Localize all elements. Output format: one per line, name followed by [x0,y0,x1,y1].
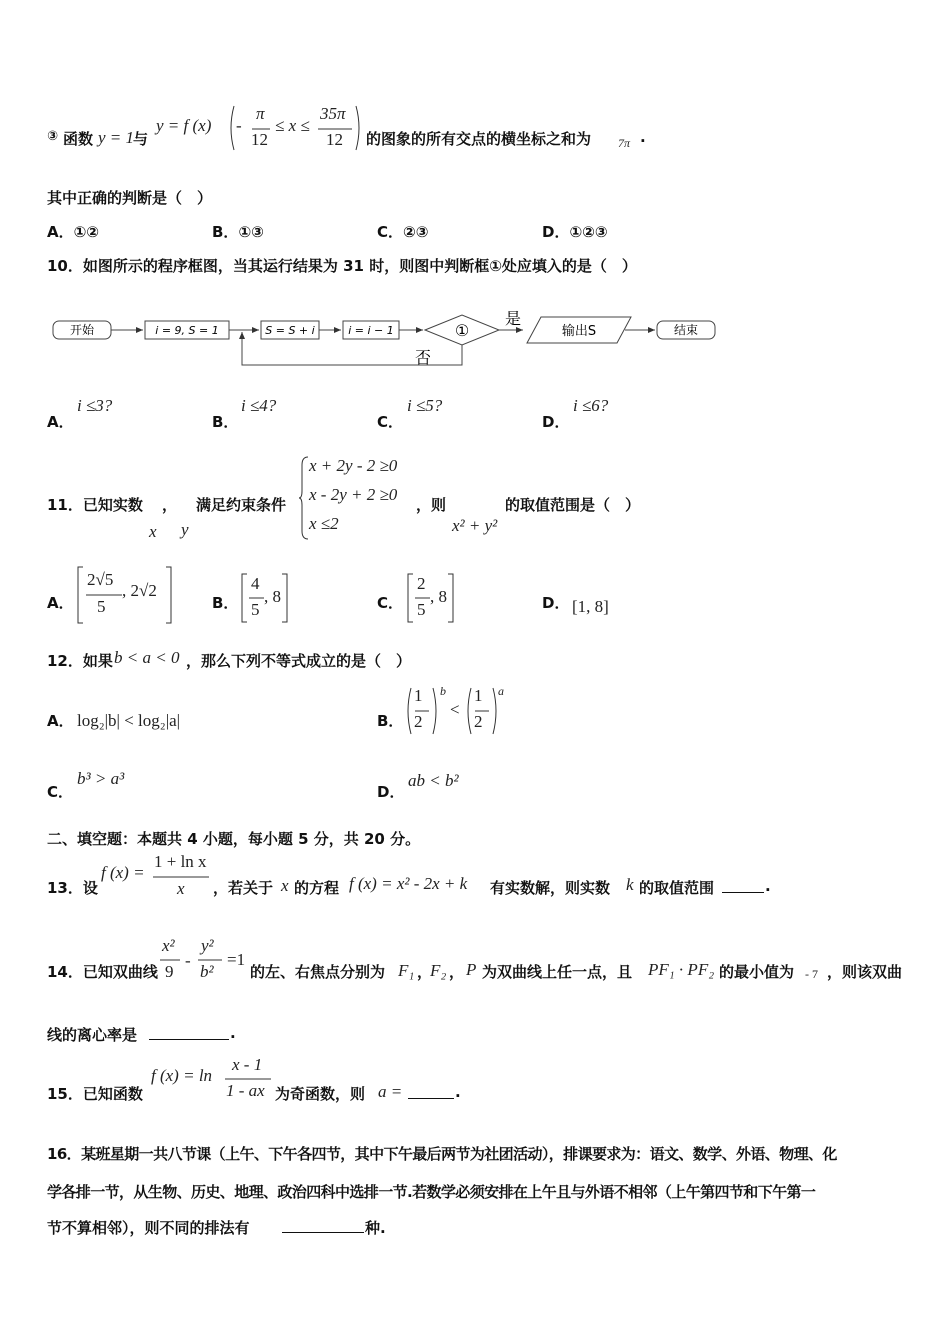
q15-fraction-bar [225,1078,271,1080]
q13-end: . [765,877,771,895]
q12-b-lt: < [450,700,460,719]
item3-text2: 与 [133,130,149,148]
q14-text2: 的左、右焦点分别为 [250,963,386,981]
q10-option-b-label[interactable]: B． [212,413,239,431]
item3-twelve-b: 12 [326,130,343,149]
q14-minval: - 7 [805,967,818,981]
q14-eq1: =1 [227,950,246,969]
q14-comma1: ， [417,963,433,981]
q16-line1: 16．某班星期一共八节课（上午、下午各四节，其中下午最后两节为社团活动），排课要求为：语文、数学、外语、物理、化 [47,1145,837,1163]
q13-equation: f (x) = x² - 2x + k [349,874,468,893]
q14-line2: 线的离心率是 [47,1026,138,1044]
q14-text3: 为双曲线上任一点，且 [482,963,633,981]
q12-option-a[interactable]: log₂|b| < log₂|a| [77,711,181,730]
q14-P: P [466,960,477,979]
q16-line3b: 种. [365,1219,386,1237]
flow-yes-label: 是 [504,309,522,328]
q13-text1: 13．设 [47,879,98,897]
q10-option-d-label[interactable]: D． [542,413,570,431]
q13-fraction-bar [153,876,209,878]
flow-decision-label: ① [454,321,470,340]
judgment-option-b[interactable]: B．①③ [212,223,264,241]
item3-text3: 的图象的所有交点的横坐标之和为 [366,130,592,148]
flow-init-label: i = 9, S = 1 [155,324,219,337]
q16-line2: 学各排一节，从生物、历史、地理、政治四科中选排一节.若数学必须安排在上午且与外语不相邻（上午第四节和下午第一 [47,1183,816,1201]
q10-option-a-label[interactable]: A． [47,413,74,431]
item3-minus: - [236,116,242,135]
q12-option-d-label[interactable]: D． [377,783,405,801]
q15-text1: 15．已知函数 [47,1085,143,1103]
q13-x: x [281,876,289,895]
q14-answer-blank[interactable] [149,1039,229,1040]
q13-text4: 有实数解，则实数 [490,879,611,897]
q14-dotproduct: PF₁ · PF₂ [648,960,715,979]
q10-option-a[interactable]: i ≤3? [77,396,113,415]
q13-answer-blank[interactable] [722,892,764,893]
q13-den: x [177,879,185,898]
q11-var-x: x [149,522,157,541]
q11-text1: 11．已知实数 [47,496,143,514]
q14-b2: b² [200,962,214,981]
q12-b-two-a: 2 [414,712,423,731]
q10-option-c-label[interactable]: C． [377,413,404,431]
q14-fraction-bars [160,959,224,961]
q10-option-d[interactable]: i ≤6? [573,396,609,415]
q12-option-c[interactable]: b³ > a³ [77,769,125,788]
q13-k: k [626,875,634,894]
q11-option-b-den: 5 [251,600,260,619]
flow-output-label: 输出S [561,324,597,339]
flow-start-label: 开始 [69,323,95,337]
q11-option-b-label[interactable]: B． [212,594,239,612]
q14-text4: 的最小值为 [719,963,795,981]
section2-heading: 二、填空题：本题共 4 小题，每小题 5 分，共 20 分。 [47,830,421,848]
q11-text3: ，则 [416,496,447,514]
q14-nine: 9 [165,962,174,981]
q11-option-a-rest: , 2√2 [122,581,157,600]
q11-option-d[interactable]: [1, 8] [572,597,609,616]
item3-dot: . [640,128,646,146]
q10-option-c[interactable]: i ≤5? [407,396,443,415]
q11-constraint-1: x + 2y - 2 ≥0 [309,456,398,475]
q12-option-b-label[interactable]: B． [377,712,404,730]
q11-constraint-2: x - 2y + 2 ≥0 [309,485,398,504]
q11-constraint-3: x ≤2 [309,514,339,533]
q11-option-b-num: 4 [251,574,260,593]
q11-option-d-label[interactable]: D． [542,594,570,612]
q11-target: x² + y² [452,516,498,535]
q12-option-d[interactable]: ab < b² [408,771,459,790]
q14-end: . [230,1024,236,1042]
q12-text1: 12．如果 [47,652,113,670]
judgment-option-c[interactable]: C．②③ [377,223,429,241]
judgment-option-d[interactable]: D．①②③ [542,223,608,241]
q12-b-one-a: 1 [414,686,423,705]
item3-pi: π [256,104,265,123]
item3-marker: ③ [47,129,59,144]
q13-text2: ，若关于 [213,879,274,897]
q12-condition: b < a < 0 [114,648,180,667]
q12-b-exp-b: b [440,684,446,698]
q15-text2: 为奇函数，则 [275,1085,366,1103]
q13-text5: 的取值范围 [639,879,715,897]
item3-twelve-a: 12 [251,130,268,149]
q10-option-b[interactable]: i ≤4? [241,396,277,415]
q14-minus: - [185,951,191,970]
q15-num: x - 1 [232,1055,263,1074]
q14-text5: ，则该双曲 [827,963,903,981]
item3-eq1: y = 1 [98,128,135,147]
q11-option-c-rest: , 8 [430,587,447,606]
q11-option-c-label[interactable]: C． [377,594,404,612]
q15-a: a = [378,1082,403,1101]
q12-b-one-b: 1 [474,686,483,705]
item3-text1: 函数 [63,130,94,148]
q16-line3a: 节不算相邻），则不同的排法有 [47,1219,250,1237]
judgment-question: 其中正确的判断是（ ） [47,189,213,207]
q16-answer-blank[interactable] [282,1232,364,1233]
q13-text3: 的方程 [294,879,340,897]
q11-option-a-num: 2√5 [87,570,114,589]
q11-option-c-den: 5 [417,600,426,619]
q12-option-c-label[interactable]: C． [47,783,74,801]
item3-35pi: 35π [320,104,346,123]
q11-comma: ， [162,496,178,514]
flow-end-label: 结束 [673,323,699,337]
q15-fx: f (x) = ln [151,1066,213,1085]
item3-leq: ≤ x ≤ [275,116,310,135]
q11-var-y: y [181,520,189,539]
q15-end: . [455,1083,461,1101]
q14-text1: 14．已知双曲线 [47,963,158,981]
q14-F1: F₁ [398,961,415,980]
q12-b-exp-a: a [498,684,504,698]
q11-text2: 满足约束条件 [196,496,287,514]
judgment-option-a[interactable]: A．①② [47,223,100,241]
q14-comma2: ， [449,963,465,981]
q13-num: 1 + ln x [154,852,207,871]
q14-F2: F₂ [430,961,447,980]
q10-question: 10．如图所示的程序框图，当其运行结果为 31 时，则图中判断框①处应填入的是（ ） [47,257,637,275]
q11-option-a-den: 5 [97,597,106,616]
q14-y2: y² [201,936,214,955]
q11-option-b-rest: , 8 [264,587,281,606]
q12-option-a-label[interactable]: A． [47,712,74,730]
q12-text2: ，那么下列不等式成立的是（ ） [186,652,412,670]
flow-step2-label: i = i − 1 [348,324,394,337]
item3-func: y = f (x) [156,116,212,135]
q15-answer-blank[interactable] [408,1098,454,1099]
item3-answer: 7π [618,136,631,150]
q15-den: 1 - ax [226,1081,265,1100]
q11-option-a-label[interactable]: A． [47,594,74,612]
q11-text4: 的取值范围是（ ） [505,496,641,514]
flow-step1-label: S = S + i [265,324,315,337]
flow-no-label: 否 [414,348,432,367]
q12-b-two-b: 2 [474,712,483,731]
q11-option-c-num: 2 [417,574,426,593]
q13-fx: f (x) = [101,863,145,882]
q10-flowchart [45,305,735,375]
q14-x2: x² [162,936,175,955]
